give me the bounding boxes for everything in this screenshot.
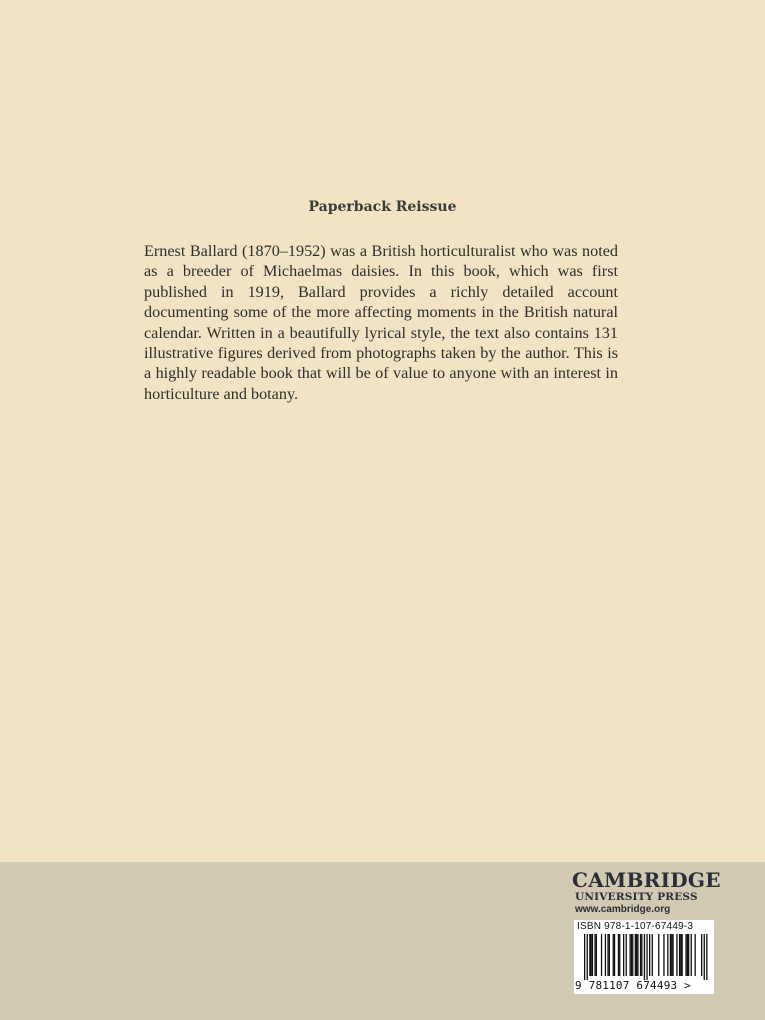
barcode-bar	[641, 934, 642, 976]
barcode-bar	[589, 934, 590, 976]
publisher-name: CAMBRIDGE	[572, 868, 721, 892]
barcode-bar	[601, 934, 602, 976]
barcode-bar	[706, 934, 707, 980]
barcode-bar	[605, 934, 606, 976]
barcode-bar	[680, 934, 681, 976]
barcode-bar	[587, 934, 588, 980]
barcode-bar	[652, 934, 653, 976]
isbn-label: ISBN 978-1-107-67449-3	[577, 921, 694, 932]
barcode-bar	[632, 934, 633, 976]
barcode-bar	[592, 934, 593, 976]
barcode-bar	[670, 934, 671, 976]
barcode-bar	[609, 934, 610, 976]
barcode-bar	[676, 934, 677, 976]
barcode-bar	[623, 934, 624, 976]
book-description: Ernest Ballard (1870–1952) was a British horticulturalist who was noted as a breeder of Michaelmas daisies. In this book, which was first published in 1919, Ballard provides a richly detailed account documenting some of the more affecting moments in the British natural calendar. Written in a beautifully lyrical style, the text also contains 131 illustrative figures derived from photographs taken by the author. This is a highly readable book that will be of value to anyone with an interest in horticulture and botany.	[144, 242, 618, 403]
publisher-website: www.cambridge.org	[575, 904, 671, 915]
barcode-bar	[631, 934, 632, 976]
barcode-bar	[596, 934, 597, 976]
barcode-bar	[626, 934, 627, 976]
barcode-bar	[658, 934, 659, 976]
barcode-bar	[613, 934, 614, 976]
barcode-bar	[701, 934, 702, 976]
barcode-bar	[649, 934, 650, 976]
barcode-bar	[691, 934, 692, 976]
barcode-bar	[618, 934, 619, 976]
barcode-icon	[576, 934, 712, 980]
publisher-logo	[572, 868, 721, 916]
barcode-bar	[607, 934, 608, 976]
barcode-bar	[646, 934, 647, 980]
barcode-bar	[644, 934, 645, 980]
barcode-bar	[619, 934, 620, 976]
barcode-bar	[667, 934, 668, 976]
barcode-bar	[672, 934, 673, 976]
barcode-bar	[688, 934, 689, 976]
barcode-bar	[695, 934, 696, 976]
barcode-bar	[614, 934, 615, 976]
barcode-bar	[637, 934, 638, 976]
barcode-bar	[685, 934, 686, 976]
barcode-bar	[687, 934, 688, 976]
barcode-bar	[679, 934, 680, 976]
barcode-bar	[635, 934, 636, 976]
barcode-bar	[630, 934, 631, 976]
barcode-bar	[591, 934, 592, 976]
barcode-bar	[594, 934, 595, 976]
barcode-bar	[671, 934, 672, 976]
barcode-digits: 9 781107 674493 >	[575, 979, 691, 992]
barcode-bar	[663, 934, 664, 976]
barcode-bar	[640, 934, 641, 976]
barcode-bar	[636, 934, 637, 976]
isbn-barcode	[574, 920, 714, 994]
reissue-heading: Paperback Reissue	[308, 199, 457, 215]
barcode-bar	[704, 934, 705, 980]
barcode-bar	[584, 934, 585, 980]
publisher-press: UNIVERSITY PRESS	[575, 891, 698, 903]
barcode-bar	[682, 934, 683, 976]
